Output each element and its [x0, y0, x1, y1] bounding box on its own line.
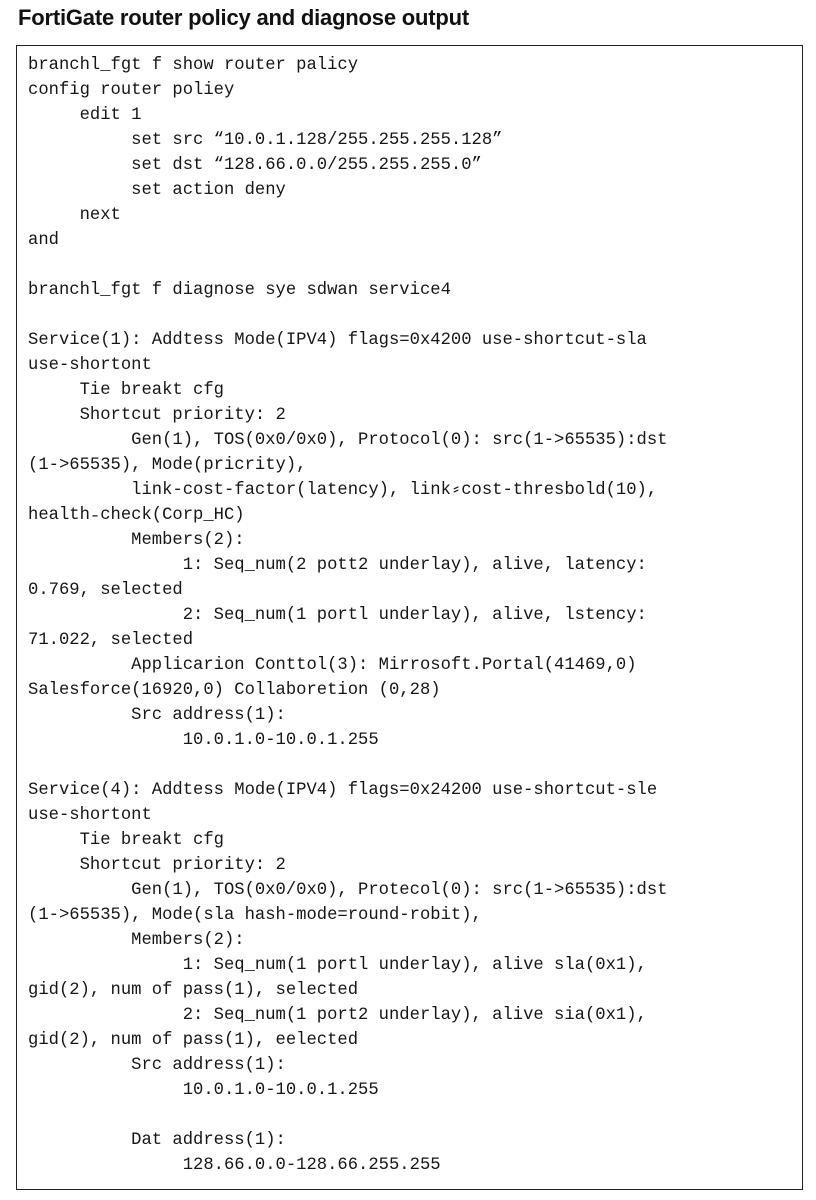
cli-output-line: Gen(1), TOS(0x0/0x0), Protocol(0): src(1->65535):dst — [28, 431, 668, 450]
cli-output-line: 0.769, selected — [28, 581, 183, 600]
cli-output-line: and — [28, 231, 59, 250]
cli-output-line: 2: Seq_num(1 portl underlay), alive, lstency: — [28, 606, 647, 625]
cli-output-line: set src “10.0.1.128/255.255.255.128” — [28, 131, 503, 150]
cli-output-line: Src address(1): — [28, 1056, 286, 1075]
cli-output-line: branchl_fgt f show router palicy — [28, 56, 359, 75]
cli-output-line: 71.022, selected — [28, 631, 194, 650]
cli-output-line: gid(2), num of pass(1), eelected — [28, 1031, 359, 1050]
cli-output-line: 10.0.1.0-10.0.1.255 — [28, 1081, 379, 1100]
page-title: FortiGate router policy and diagnose output — [18, 5, 469, 30]
cli-output-line: edit 1 — [28, 106, 142, 125]
cli-output-line: 10.0.1.0-10.0.1.255 — [28, 731, 379, 750]
cli-output-line — [28, 303, 802, 328]
cli-output-lines — [28, 53, 802, 1178]
cli-output-line: Applicarion Conttol(3): Mirrosoft.Portal(41469,0) — [28, 656, 637, 675]
cli-output-line: set action deny — [28, 181, 286, 200]
cli-output-line: Salesforce(16920,0) Collaboretion (0,28) — [28, 681, 441, 700]
cli-output-line: 2: Seq_num(1 port2 underlay), alive sia(0x1), — [28, 1006, 647, 1025]
cli-output-line: Tie breakt cfg — [28, 831, 224, 850]
cli-output-line — [28, 753, 802, 778]
cli-output-line: Members(2): — [28, 931, 245, 950]
cli-output-line: set dst “128.66.0.0/255.255.255.0” — [28, 156, 482, 175]
cli-output-line: use-shortont — [28, 356, 152, 375]
cli-output-line: 1: Seq_num(1 portl underlay), alive sla(0x1), — [28, 956, 647, 975]
cli-output-line: Src address(1): — [28, 706, 286, 725]
cli-output-line: next — [28, 206, 121, 225]
cli-output-line: use-shortont — [28, 806, 152, 825]
cli-output-line: Shortcut priority: 2 — [28, 406, 286, 425]
cli-output-line: config router poliey — [28, 81, 235, 100]
cli-output-line: 1: Seq_num(2 pott2 underlay), alive, latency: — [28, 556, 647, 575]
cli-output-line: link-cost-factor(latency), link⸗cost-thresbold(10), — [28, 481, 658, 500]
cli-output-line — [28, 1103, 802, 1128]
cli-output-line: (1->65535), Mode(pricrity), — [28, 456, 307, 475]
cli-output-line: Tie breakt cfg — [28, 381, 224, 400]
cli-output-line: Service(4): Addtess Mode(IPV4) flags=0x24200 use-shortcut-sle — [28, 781, 658, 800]
cli-output-line: health˗check(Corp_HC) — [28, 506, 245, 525]
cli-output-line: 128.66.0.0-128.66.255.255 — [28, 1156, 441, 1175]
cli-output-line: Members(2): — [28, 531, 245, 550]
cli-output-box — [16, 45, 803, 1190]
cli-output-line: gid(2), num of pass(1), selected — [28, 981, 359, 1000]
cli-output-line: Gen(1), TOS(0x0/0x0), Protecol(0): src(1->65535):dst — [28, 881, 668, 900]
cli-output-line: Service(1): Addtess Mode(IPV4) flags=0x4200 use-shortcut-sla — [28, 331, 647, 350]
cli-output-line: branchl_fgt f diagnose sye sdwan service4 — [28, 281, 451, 300]
cli-output-line: Dat address(1): — [28, 1131, 286, 1150]
cli-output-line: Shortcut priority: 2 — [28, 856, 286, 875]
cli-output-line — [28, 253, 802, 278]
cli-output-line: (1->65535), Mode(sla hash-mode=round-robit), — [28, 906, 482, 925]
